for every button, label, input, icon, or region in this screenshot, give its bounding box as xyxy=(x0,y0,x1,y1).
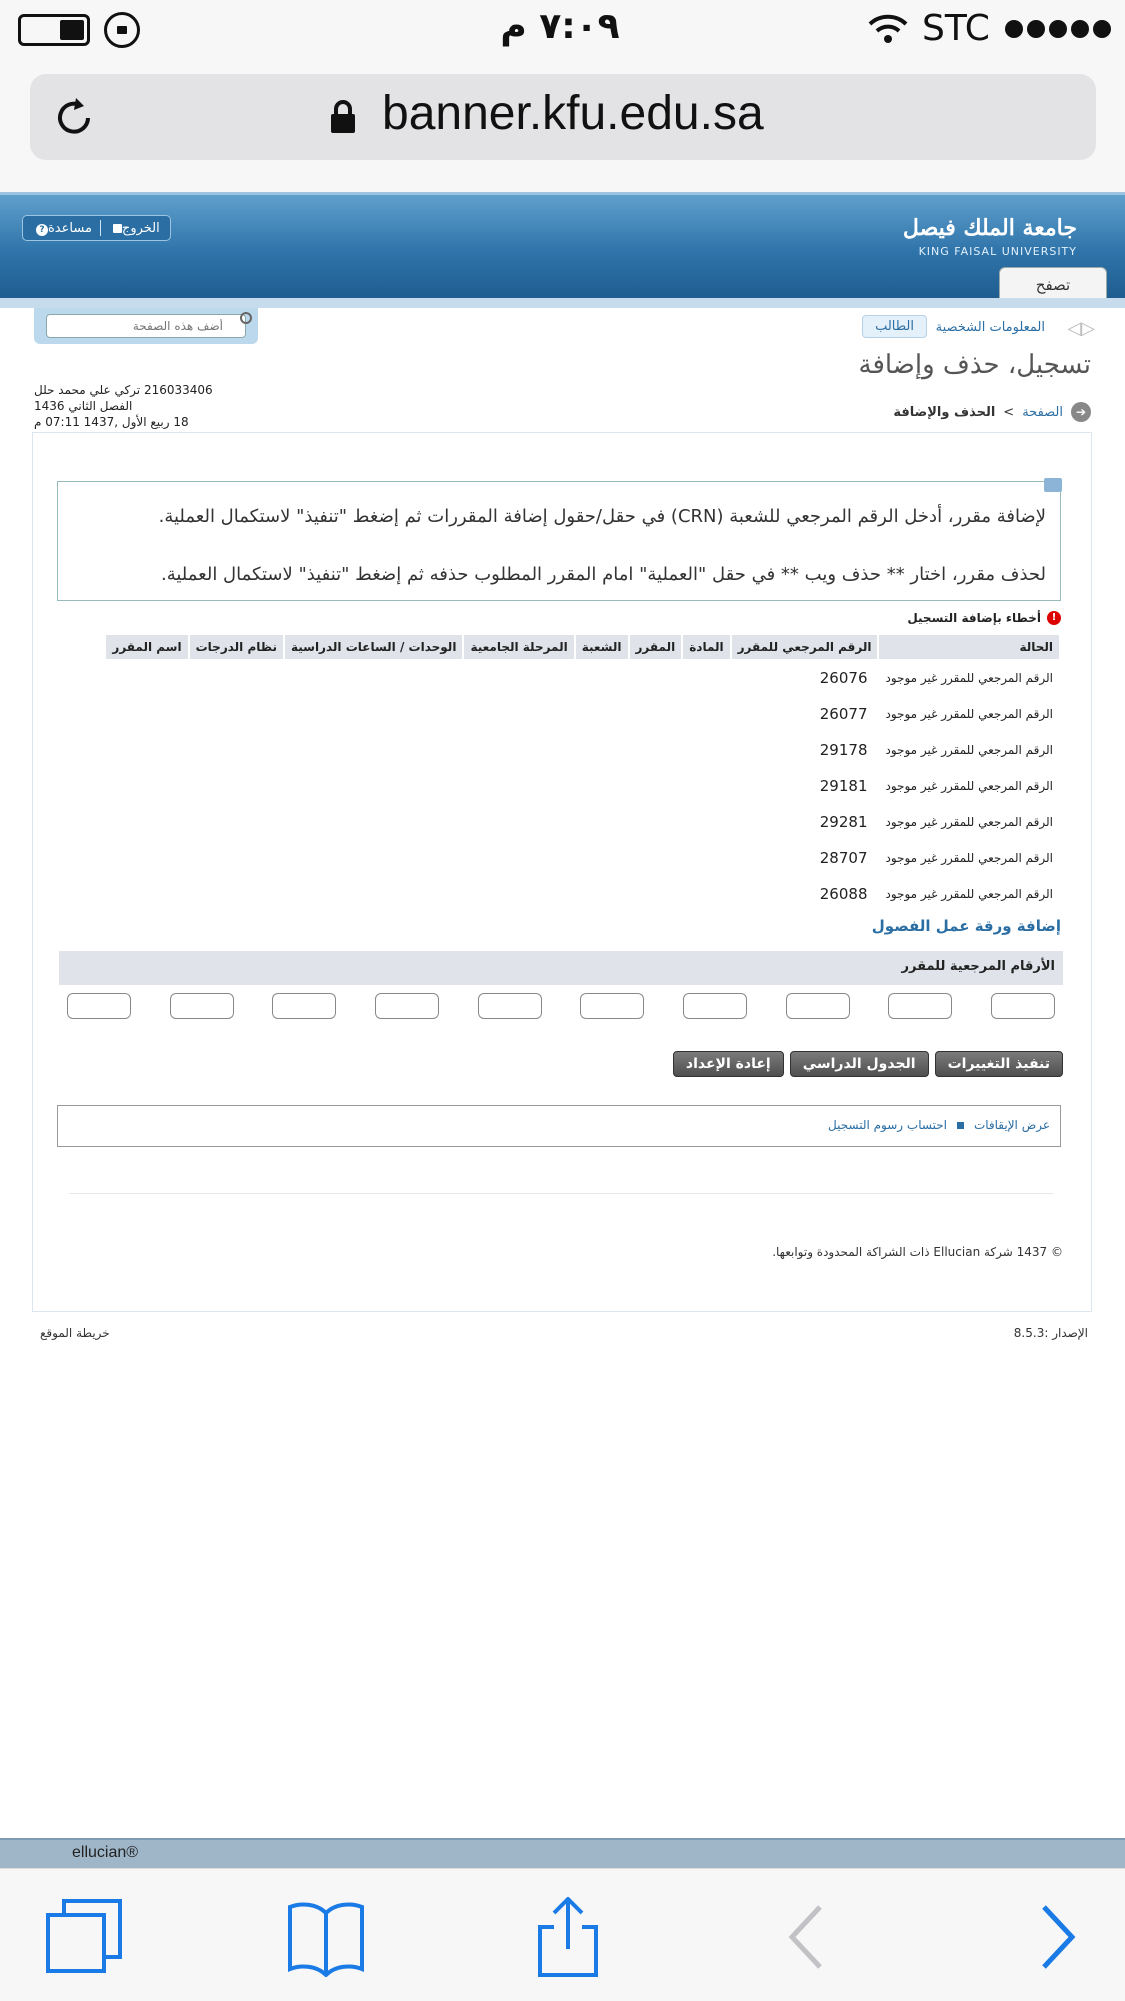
crn-input-5[interactable] xyxy=(580,993,644,1019)
back-arrow-icon[interactable] xyxy=(770,1897,850,1977)
row-crn: 29281 xyxy=(819,813,868,831)
view-holds-link[interactable]: عرض الإيقافات xyxy=(973,1118,1050,1132)
browser-toolbar xyxy=(0,1868,1125,2001)
search-container xyxy=(34,308,258,344)
divider xyxy=(69,1193,1053,1194)
lock-icon xyxy=(113,224,122,233)
user-tools xyxy=(22,215,171,241)
col-credit-hours: الوحدات / الساعات الدراسية xyxy=(285,635,462,659)
row-status: الرقم المرجعي للمقرر غير موجود xyxy=(885,671,1053,685)
action-buttons xyxy=(673,1051,1063,1077)
table-header-row xyxy=(106,635,1059,659)
page-footer xyxy=(32,1322,1092,1346)
crn-input-7[interactable] xyxy=(375,993,439,1019)
breadcrumb-current: الحذف والإضافة xyxy=(893,404,996,420)
search-input[interactable] xyxy=(46,314,246,338)
tools-divider xyxy=(100,220,101,236)
signal-strength-icon xyxy=(1005,20,1111,38)
crn-input-6[interactable] xyxy=(478,993,542,1019)
table-row xyxy=(106,877,1059,911)
reset-button[interactable]: إعادة الإعداد xyxy=(673,1051,784,1077)
table-row xyxy=(106,805,1059,839)
bullet-icon xyxy=(957,1122,964,1129)
add-instruction: لإضافة مقرر، أدخل الرقم المرجعي للشعبة (CRN) في حقل/حقول إضافة المقررات ثم إضغط "تنفيذ" لاستكمال العملية. xyxy=(158,506,1046,527)
crn-input-2[interactable] xyxy=(888,993,952,1019)
col-subject: المادة xyxy=(683,635,729,659)
table-row xyxy=(106,697,1059,731)
logout-label: الخروج xyxy=(121,220,160,236)
col-crn: الرقم المرجعي للمقرر xyxy=(732,635,878,659)
browse-tab[interactable]: تصفح xyxy=(999,267,1107,307)
help-icon: ? xyxy=(36,224,48,236)
forward-arrow-icon[interactable] xyxy=(1016,1897,1096,1977)
instructions-box xyxy=(57,481,1061,601)
clock: ٧:٠٩ م xyxy=(500,6,620,47)
site-map-link[interactable]: خريطة الموقع xyxy=(40,1326,110,1340)
address-bar[interactable] xyxy=(30,74,1096,160)
breadcrumb-separator: > xyxy=(1003,404,1015,420)
table-row xyxy=(106,733,1059,767)
crn-input-10[interactable] xyxy=(67,993,131,1019)
copyright: © 1437 شركة Ellucian ذات الشراكة المحدودة وتوابعها. xyxy=(772,1245,1063,1259)
ellucian-logo: ellucian® xyxy=(72,1844,139,1861)
tab-student[interactable]: الطالب xyxy=(862,315,927,338)
table-row xyxy=(106,769,1059,803)
table-row xyxy=(106,661,1059,695)
col-grade-mode: نظام الدرجات xyxy=(190,635,283,659)
main-panel xyxy=(32,432,1092,1312)
crn-label-band xyxy=(59,951,1063,985)
row-status: الرقم المرجعي للمقرر غير موجود xyxy=(885,887,1053,901)
row-status: الرقم المرجعي للمقرر غير موجود xyxy=(885,743,1053,757)
logout-link[interactable] xyxy=(109,221,160,236)
version-text: الإصدار :8.5.3 xyxy=(1013,1326,1088,1340)
user-id-name: 216033406 تركي علي محمد حلل xyxy=(34,383,213,397)
class-schedule-button[interactable]: الجدول الدراسي xyxy=(790,1051,929,1077)
breadcrumb-home[interactable]: الصفحة xyxy=(1022,404,1063,420)
row-status: الرقم المرجعي للمقرر غير موجود xyxy=(885,851,1053,865)
page-title: تسجيل، حذف وإضافة xyxy=(858,350,1091,380)
row-crn: 26077 xyxy=(819,705,868,723)
related-links-box xyxy=(57,1105,1061,1147)
nav-arrows-icon[interactable]: ◁▷ xyxy=(1067,318,1095,339)
col-level: المرحلة الجامعية xyxy=(464,635,573,659)
reload-icon[interactable] xyxy=(50,94,98,142)
row-crn: 28707 xyxy=(819,849,868,867)
row-crn: 26088 xyxy=(819,885,868,903)
page-content xyxy=(0,308,1125,1838)
status-bar xyxy=(0,0,1125,60)
row-crn: 26076 xyxy=(819,669,868,687)
row-crn: 29178 xyxy=(819,741,868,759)
help-label: مساعدة xyxy=(48,220,92,236)
university-name-english: KING FAISAL UNIVERSITY xyxy=(918,245,1077,258)
registration-errors-table xyxy=(104,633,1061,913)
brand-band xyxy=(0,1838,1125,1868)
row-crn: 29181 xyxy=(819,777,868,795)
drop-instruction: لحذف مقرر، اختار ** حذف ويب ** في حقل "العملية" امام المقرر المطلوب حذفه ثم إضغط "تنفيذ" لاستكمال العملية. xyxy=(160,564,1046,585)
col-section: الشعبة xyxy=(576,635,628,659)
battery-icon xyxy=(18,14,90,46)
related-links xyxy=(828,1118,1050,1132)
col-course: المقرر xyxy=(630,635,682,659)
row-status: الرقم المرجعي للمقرر غير موجود xyxy=(885,815,1053,829)
browser-address-area xyxy=(0,60,1125,192)
col-status: الحالة xyxy=(879,635,1059,659)
row-status: الرقم المرجعي للمقرر غير موجود xyxy=(885,707,1053,721)
add-worksheet-title: إضافة ورقة عمل الفصول xyxy=(871,917,1061,935)
errors-heading xyxy=(907,611,1061,625)
share-icon[interactable] xyxy=(528,1897,608,1977)
search-icon xyxy=(240,312,252,324)
university-name-arabic: جامعة الملك فيصل xyxy=(902,215,1077,241)
breadcrumb xyxy=(893,402,1091,422)
crn-inputs xyxy=(67,993,1055,1019)
help-link[interactable] xyxy=(33,221,92,236)
crn-input-9[interactable] xyxy=(170,993,234,1019)
fee-assessment-link[interactable]: احتساب رسوم التسجيل xyxy=(828,1118,947,1132)
carrier-name: STC xyxy=(922,8,990,49)
col-title: اسم المقرر xyxy=(106,635,187,659)
crn-label: الأرقام المرجعية للمقرر xyxy=(901,959,1055,974)
submit-changes-button[interactable]: تنفيذ التغييرات xyxy=(935,1051,1063,1077)
table-row xyxy=(106,841,1059,875)
errors-title: أخطاء بإضافة التسجيل xyxy=(907,611,1041,625)
date-time: 18 ربيع الأول ,1437 07:11 م xyxy=(34,415,189,429)
crn-input-3[interactable] xyxy=(786,993,850,1019)
crn-input-4[interactable] xyxy=(683,993,747,1019)
tabs-icon[interactable] xyxy=(44,1897,124,1977)
tab-personal-info[interactable]: المعلومات الشخصية xyxy=(935,320,1045,335)
go-arrow-icon[interactable]: ➔ xyxy=(1071,402,1091,422)
note-icon xyxy=(1044,478,1062,492)
wifi-icon xyxy=(868,14,908,44)
crn-input-8[interactable] xyxy=(272,993,336,1019)
header-subband xyxy=(0,298,1125,308)
padlock-icon xyxy=(330,100,356,134)
url-text: banner.kfu.edu.sa xyxy=(382,87,764,140)
site-header xyxy=(0,192,1125,298)
row-status: الرقم المرجعي للمقرر غير موجود xyxy=(885,779,1053,793)
term: الفصل الثاني 1436 xyxy=(34,399,133,413)
crn-input-1[interactable] xyxy=(991,993,1055,1019)
user-info xyxy=(34,382,213,430)
bookmarks-icon[interactable] xyxy=(286,1897,366,1977)
rotation-lock-icon xyxy=(104,12,140,48)
error-icon: ! xyxy=(1047,611,1061,625)
